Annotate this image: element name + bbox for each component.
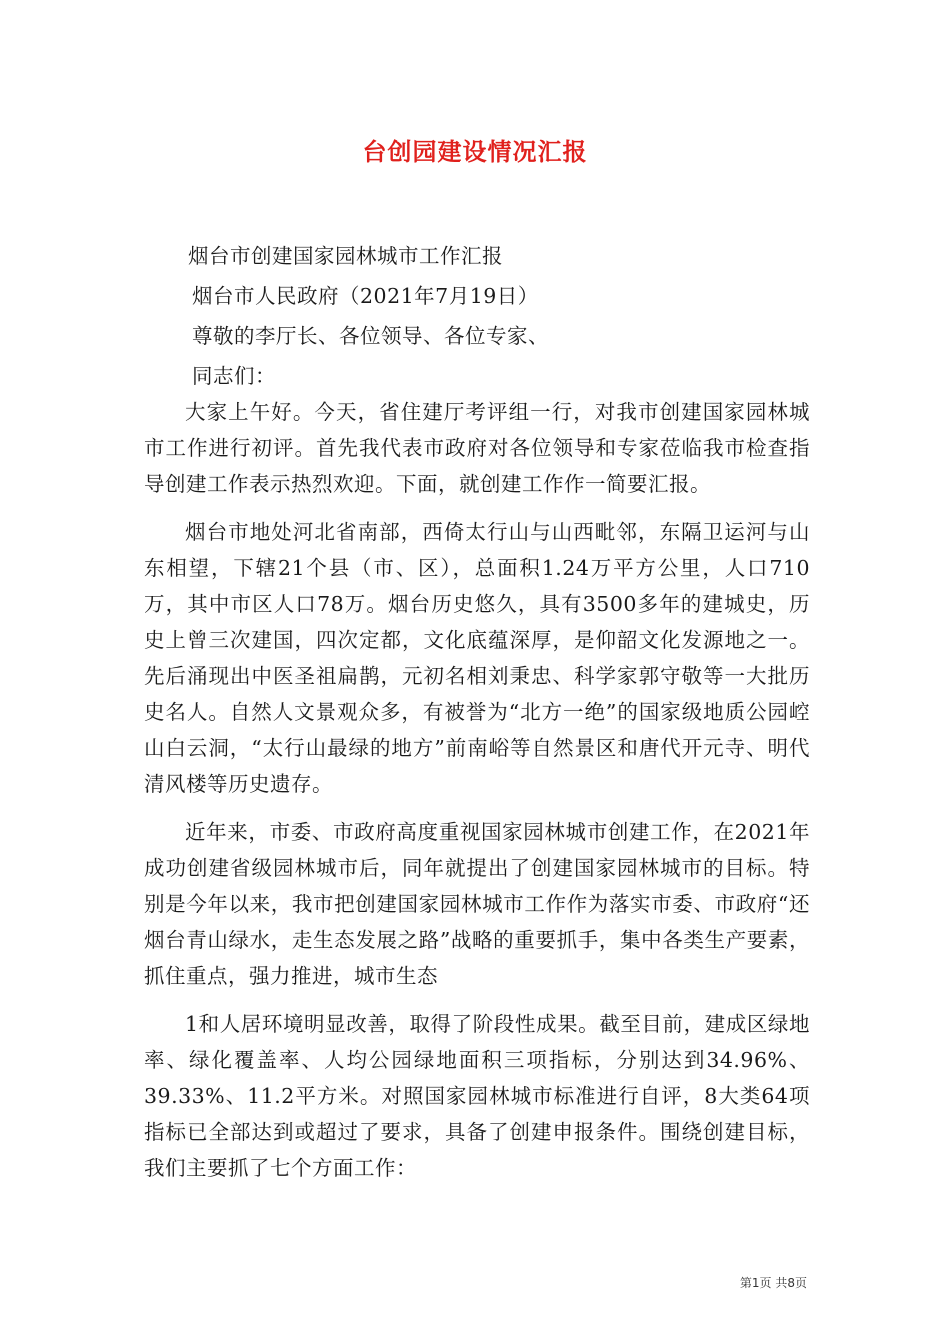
page-number: 第1页 共8页 [739,1276,807,1290]
document-body [144,238,810,1198]
salutation-line-2: 同志们： [192,364,276,388]
document-title: 台创园建设情况汇报 [362,137,588,166]
salutation-line: 尊敬的李厅长、各位领导、各位专家、 [192,324,549,348]
paragraph-recent-work: 近年来，市委、市政府高度重视国家园林城市创建工作，在2021年成功创建省级园林城市后，同年就提出了创建国家园林城市的目标。特别是今年以来，我市把创建国家园林城市工作作为落实市委、市政府“还烟台青山绿水，走生态发展之路”战略的重要抓手，集中各类生产要素，抓住重点，强力推进，城市生态 [144,820,810,988]
paragraph-city-overview: 烟台市地处河北省南部，西倚太行山与山西毗邻，东隔卫运河与山东相望，下辖21个县（市、区），总面积1.24万平方公里，人口710万，其中市区人口78万。烟台历史悠久，具有3500多年的建城史，历史上曾三次建国，四次定都，文化底蕴深厚，是仰韶文化发源地之一。先后涌现出中医圣祖扁鹊，元初名相刘秉忠、科学家郭守敬等一大批历史名人。自然人文景观众多，有被誉为“北方一绝”的国家级地质公园崆山白云洞，“太行山最绿的地方”前南峪等自然景区和唐代开元寺、明代清风楼等历史遗存。 [144,520,810,796]
paragraph-greeting: 大家上午好。今天，省住建厅考评组一行，对我市创建国家园林城市工作进行初评。首先我代表市政府对各位领导和专家莅临我市检查指导创建工作表示热烈欢迎。下面，就创建工作作一简要汇报。 [144,400,810,496]
report-heading: 烟台市创建国家园林城市工作汇报 [188,244,503,268]
paragraph-achievements: 1和人居环境明显改善，取得了阶段性成果。截至目前，建成区绿地率、绿化覆盖率、人均公园绿地面积三项指标，分别达到34.96%、39.33%、11.2平方米。对照国家园林城市标准进行自评，8大类64项指标已全部达到或超过了要求，具备了创建申报条件。围绕创建目标，我们主要抓了七个方面工作： [144,1012,810,1180]
report-issuer-date: 烟台市人民政府（2021年7月19日） [192,284,539,308]
